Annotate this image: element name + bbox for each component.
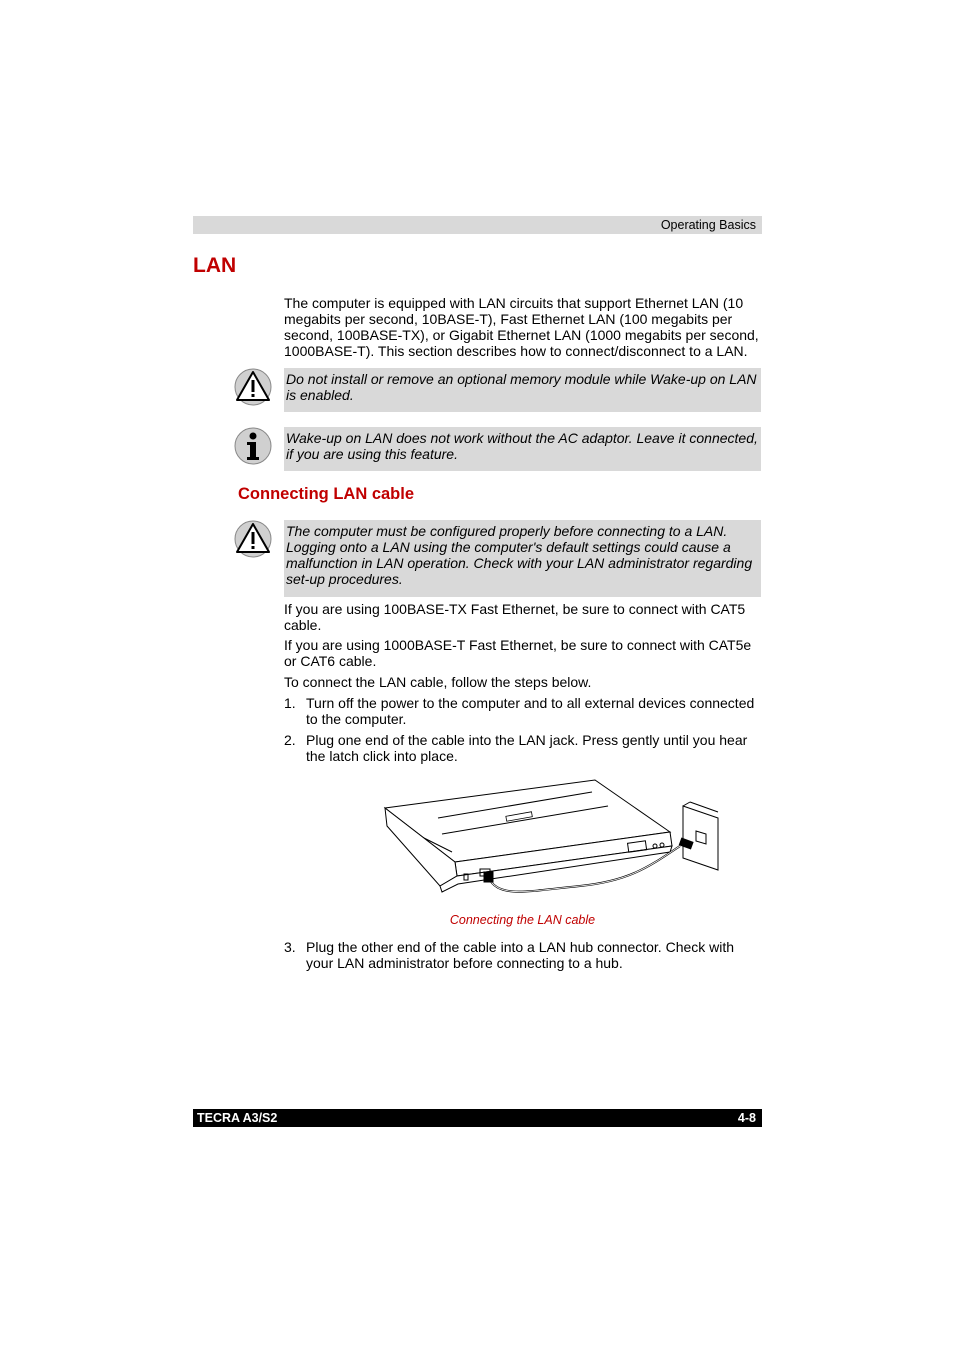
caution-icon bbox=[234, 520, 272, 558]
figure-caption: Connecting the LAN cable bbox=[449, 913, 596, 927]
step-number: 1. bbox=[284, 695, 296, 711]
lan-cable-illustration bbox=[380, 776, 720, 911]
step-text: Plug one end of the cable into the LAN jack. Press gently until you hear the latch click into place. bbox=[306, 732, 748, 764]
caution-note-text: Do not install or remove an optional memory module while Wake-up on LAN is enabled. bbox=[286, 371, 757, 403]
cat5-paragraph: If you are using 100BASE-TX Fast Ethernet, be sure to connect with CAT5 cable. bbox=[284, 601, 746, 633]
cat5e-paragraph: If you are using 1000BASE-T Fast Ethernet, be sure to connect with CAT5e or CAT6 cable. bbox=[284, 637, 752, 669]
step-text: Turn off the power to the computer and to all external devices connected to the computer. bbox=[306, 695, 755, 727]
caution-note-config bbox=[284, 520, 761, 597]
footer-model-name: TECRA A3/S2 bbox=[197, 1111, 278, 1125]
footer-page-number: 4-8 bbox=[737, 1111, 756, 1125]
step-number: 2. bbox=[284, 732, 296, 748]
steps-intro-paragraph: To connect the LAN cable, follow the steps below. bbox=[284, 674, 592, 690]
step-3 bbox=[284, 939, 764, 971]
info-note bbox=[284, 427, 761, 471]
step-number: 3. bbox=[284, 939, 296, 955]
info-note-text: Wake-up on LAN does not work without the AC adaptor. Leave it connected, if you are using this feature. bbox=[286, 430, 758, 462]
page-footer bbox=[193, 1109, 762, 1127]
caution-note-config-text: The computer must be configured properly before connecting to a LAN. Logging onto a LAN using the computer's default settings could cause a malfunction in LAN operation. Check with your LAN administrator regarding set-up procedures. bbox=[286, 523, 753, 587]
intro-paragraph: The computer is equipped with LAN circuits that support Ethernet LAN (10 megabits per second, 10BASE-T), Fast Ethernet LAN (100 megabits per second, 100BASE-TX), or Gigabit Ethernet LAN (1000 megabits per second, 1000BASE-T). This section describes how to connect/disconnect to a LAN. bbox=[284, 295, 759, 359]
step-text: Plug the other end of the cable into a LAN hub connector. Check with your LAN administrator before connecting to a hub. bbox=[306, 939, 735, 971]
info-icon bbox=[234, 427, 272, 465]
subsection-title: Connecting LAN cable bbox=[238, 485, 415, 503]
header-section-label: Operating Basics bbox=[660, 218, 756, 232]
page-header bbox=[193, 216, 762, 234]
step-2 bbox=[284, 732, 764, 764]
caution-note bbox=[284, 368, 761, 412]
page-title: LAN bbox=[193, 254, 237, 277]
caution-icon bbox=[234, 368, 272, 406]
step-1 bbox=[284, 695, 764, 727]
